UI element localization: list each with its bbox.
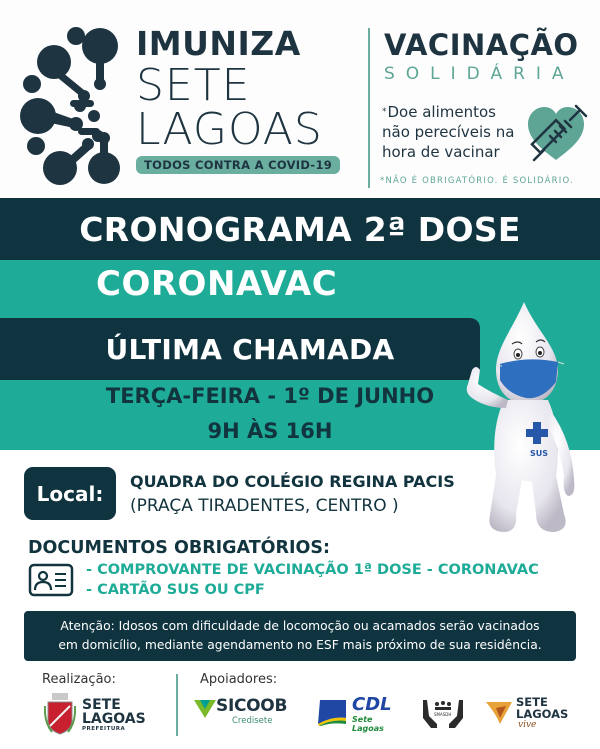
- last-call-text: ÚLTIMA CHAMADA: [105, 332, 395, 366]
- notice-line-2: em domicílio, mediante agendamento no ESF mais próximo de sua residência.: [58, 638, 542, 652]
- prefeitura-text: [82, 698, 146, 732]
- sicoob-mark-icon: [194, 698, 216, 718]
- vaccine-name: CORONAVAC: [96, 264, 338, 304]
- realizacao-label: Realização:: [42, 672, 116, 687]
- last-call-band: [0, 318, 480, 380]
- pref-line-2: LAGOAS: [82, 711, 146, 727]
- cdl-logo: [316, 694, 406, 733]
- document-item: - CARTÃO SUS OU CPF: [86, 582, 265, 598]
- solidarity-title: VACINAÇÃO: [384, 28, 579, 62]
- schedule-date: TERÇA-FEIRA - 1º DE JUNHO: [105, 384, 435, 408]
- heart-syringe-icon: [526, 102, 590, 164]
- id-card-icon: [28, 563, 74, 597]
- desc-line-2: não perecíveis na: [382, 123, 515, 141]
- slv-line-1: SETE: [516, 695, 548, 709]
- coat-of-arms-icon: [44, 692, 76, 736]
- schedule-time: 9H ÀS 16H: [207, 419, 333, 443]
- svg-text:SMASDH: SMASDH: [434, 712, 452, 717]
- notice-line-1: Atenção: Idosos com dificuldade de locomoção ou acamados serão vacinados: [60, 619, 540, 633]
- svg-text:SUS: SUS: [530, 449, 549, 458]
- sicoob-logo: [194, 696, 286, 732]
- sicoob-name: SICOOB: [216, 696, 288, 716]
- schedule-title-band: [0, 198, 600, 260]
- sicoob-sub: Credisete: [232, 716, 273, 726]
- location-label: Local:: [36, 481, 104, 506]
- documents-title: DOCUMENTOS OBRIGATÓRIOS:: [28, 538, 331, 558]
- attention-notice: [24, 611, 576, 661]
- schedule-title: CRONOGRAMA 2ª DOSE: [79, 209, 521, 249]
- smasdh-hands-logo-icon: [421, 696, 465, 728]
- location-name: QUADRA DO COLÉGIO REGINA PACIS: [130, 472, 455, 491]
- sete-lagoas-vive-logo: [486, 695, 569, 732]
- cdl-name: CDL: [352, 694, 392, 715]
- footer-divider: [176, 674, 178, 736]
- logo-tagline: TODOS CONTRA A COVID-19: [136, 156, 340, 174]
- logo-sete: SETE: [136, 60, 251, 111]
- pref-line-3: PREFEITURA: [82, 726, 126, 732]
- ze-gotinha-mascot-icon: [450, 300, 600, 538]
- slv-line-3: vive: [518, 720, 537, 730]
- header: [0, 0, 600, 198]
- desc-line-1: Doe alimentos: [387, 103, 496, 121]
- document-item: - COMPROVANTE DE VACINAÇÃO 1ª DOSE - CORONAVAC: [86, 562, 539, 578]
- location-address: (PRAÇA TIRADENTES, CENTRO ): [130, 496, 399, 516]
- cdl-flag-icon: [316, 698, 350, 726]
- imuniza-logo-text: [136, 26, 356, 174]
- prefeitura-sete-lagoas-logo: [44, 692, 156, 736]
- cdl-sub: Sete Lagoas: [352, 715, 384, 733]
- solidarity-note: *NÃO É OBRIGATÓRIO. É SOLIDÁRIO.: [380, 176, 574, 186]
- sete-lagoas-vive-mark-icon: [486, 700, 512, 724]
- desc-line-3: hora de vacinar: [382, 143, 500, 161]
- solidarity-description: [382, 102, 514, 162]
- imuniza-molecule-logo-icon: [18, 18, 128, 188]
- logo-imuniza: IMUNIZA: [136, 24, 301, 63]
- slv-line-2: LAGOAS: [516, 707, 569, 721]
- asterisk: *: [382, 107, 387, 117]
- location-label-badge: [24, 467, 116, 520]
- apoiadores-label: Apoiadores:: [200, 672, 278, 687]
- pref-line-1: SETE: [82, 697, 121, 713]
- solidarity-subtitle: SOLIDÁRIA: [384, 64, 575, 84]
- solidarity-vaccination-block: [368, 28, 598, 188]
- logo-lagoas: LAGOAS: [136, 104, 323, 155]
